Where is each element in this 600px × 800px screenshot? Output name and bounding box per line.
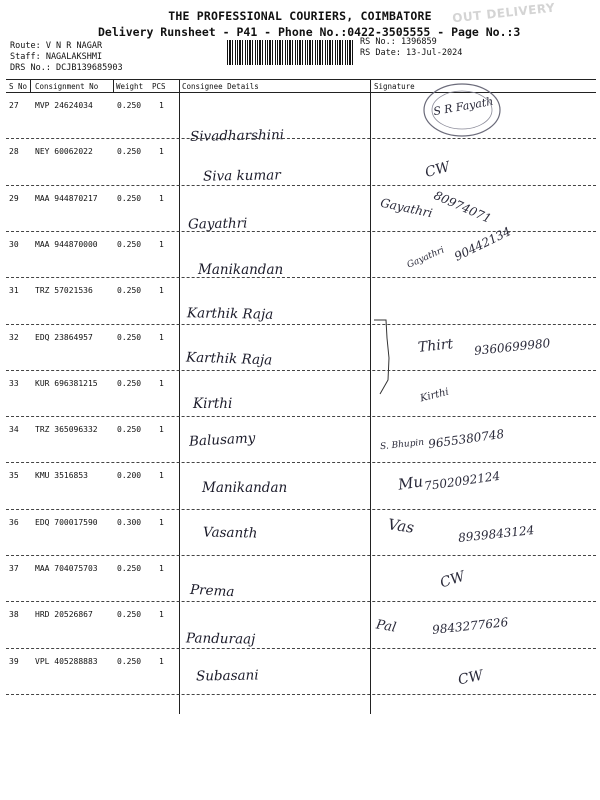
row-signature: Vas <box>386 514 416 537</box>
row-signature: Pal <box>374 617 398 636</box>
row-signature: Thirt <box>417 335 454 356</box>
row-sno: 30 <box>9 239 19 249</box>
row-signature-phone: 8939843124 <box>457 522 535 545</box>
row-weight: 0.250 <box>117 147 142 157</box>
row-sno: 33 <box>9 378 19 388</box>
row-consignee-name: Kirthi <box>193 395 233 412</box>
row-pcs: 1 <box>159 193 164 203</box>
row-consignment-number: MAA 944870000 <box>35 239 98 249</box>
col-header-consignment: Consignment No <box>35 82 99 91</box>
row-divider <box>6 277 596 278</box>
round-seal <box>418 80 504 140</box>
margin-bracket <box>370 318 394 398</box>
row-consignment-number: EDQ 700017590 <box>35 517 98 527</box>
col-divider <box>113 79 114 92</box>
row-consignment-number: EDQ 23864957 <box>35 332 93 342</box>
row-consignee-name: Vasanth <box>202 524 258 542</box>
rs-number: RS No.: 1396859 <box>360 37 437 47</box>
col-header-consignee: Consignee Details <box>182 82 259 91</box>
rs-date: RS Date: 13-Jul-2024 <box>360 48 463 58</box>
col-header-pcs: PCS <box>152 82 166 91</box>
row-consignment-number: MAA 704075703 <box>35 564 98 573</box>
row-pcs: 1 <box>159 471 164 481</box>
staff-label: Staff: NAGALAKSHMI <box>10 52 103 62</box>
row-consignee-name: Karthik Raja <box>185 348 273 369</box>
row-weight: 0.250 <box>117 101 142 110</box>
route-label: Route: V N R NAGAR <box>10 41 103 51</box>
row-weight: 0.300 <box>117 517 142 527</box>
row-pcs: 1 <box>159 286 164 296</box>
row-pcs: 1 <box>159 147 164 157</box>
row-sno: 34 <box>9 425 19 435</box>
row-consignee-name: Panduraaj <box>185 630 256 648</box>
row-pcs: 1 <box>159 332 164 342</box>
row-signature: Kirthi <box>419 386 451 405</box>
row-sno: 36 <box>9 517 19 527</box>
row-sno: 28 <box>9 147 19 157</box>
row-pcs: 1 <box>159 656 164 666</box>
row-pcs: 1 <box>159 610 164 620</box>
row-divider <box>6 601 596 602</box>
row-weight: 0.250 <box>117 378 142 388</box>
row-signature: S R Fayath <box>432 94 495 119</box>
barcode <box>227 40 353 65</box>
row-signature: S. Bhupin <box>379 437 425 453</box>
row-weight: 0.250 <box>117 193 142 203</box>
row-consignment-number: MVP 24624034 <box>35 101 93 110</box>
row-divider <box>6 462 596 463</box>
col-divider <box>179 79 180 714</box>
row-signature: CW <box>456 667 485 689</box>
row-signature-phone: 9360699980 <box>473 335 551 358</box>
row-signature-phone: 9843277626 <box>431 615 509 638</box>
row-pcs: 1 <box>159 564 164 573</box>
row-weight: 0.250 <box>117 425 142 435</box>
row-consignment-number: MAA 944870217 <box>35 193 98 203</box>
header-subtitle: Delivery Runsheet - P41 - Phone No.:0422-3505555 - Page No.:3 <box>98 25 521 39</box>
row-sno: 39 <box>9 656 19 666</box>
row-weight: 0.200 <box>117 471 142 481</box>
row-divider <box>6 555 596 556</box>
row-signature: Mu <box>396 472 425 495</box>
row-divider <box>6 185 596 186</box>
row-consignment-number: KMU 3516853 <box>35 471 88 481</box>
row-weight: 0.250 <box>117 332 142 342</box>
row-weight: 0.250 <box>117 610 142 620</box>
row-pcs: 1 <box>159 239 164 249</box>
table-header-line <box>6 92 596 93</box>
row-consignee-name: Balusamy <box>188 430 256 450</box>
row-sno: 35 <box>9 471 19 481</box>
row-signature: Gayathri <box>379 195 434 220</box>
row-signature-phone: 7502092124 <box>423 469 501 494</box>
col-header-sno: S No <box>9 82 28 91</box>
row-divider <box>6 694 596 695</box>
row-consignee-name: Sivadharshini <box>189 127 285 145</box>
row-weight: 0.250 <box>117 564 142 573</box>
row-consignment-number: KUR 696381215 <box>35 378 98 388</box>
col-header-signature: Signature <box>374 82 415 91</box>
row-sno: 29 <box>9 193 19 203</box>
row-signature-phone: 90442134 <box>452 224 514 264</box>
row-divider <box>6 138 596 139</box>
row-consignee-name: Prema <box>189 581 235 601</box>
row-signature-phone: 80974071 <box>431 187 494 226</box>
row-divider <box>6 416 596 417</box>
row-consignee-name: Subasani <box>195 667 259 685</box>
row-signature: Gayathri <box>405 245 446 271</box>
row-consignment-number: VPL 405288883 <box>35 656 98 666</box>
row-weight: 0.250 <box>117 656 142 666</box>
row-pcs: 1 <box>159 378 164 388</box>
row-sno: 31 <box>9 286 19 296</box>
out-for-delivery-stamp: OUT DELIVERY <box>451 0 556 26</box>
row-pcs: 1 <box>159 425 164 435</box>
row-consignment-number: TRZ 57021536 <box>35 286 93 296</box>
row-consignee-name: Manikandan <box>198 261 284 278</box>
row-pcs: 1 <box>159 101 164 110</box>
col-divider <box>30 79 31 92</box>
row-consignee-name: Siva kumar <box>202 167 281 185</box>
row-signature: CW <box>423 159 452 182</box>
row-sno: 27 <box>9 101 19 110</box>
row-consignee-name: Karthik Raja <box>186 305 274 323</box>
row-divider <box>6 509 596 510</box>
row-consignee-name: Gayathri <box>187 215 248 233</box>
drs-number: DRS No.: DCJB139685903 <box>10 63 123 73</box>
row-consignment-number: NEY 60062022 <box>35 147 93 157</box>
row-sno: 38 <box>9 610 19 620</box>
row-signature-phone: 9655380748 <box>427 426 505 452</box>
row-signature: CW <box>438 568 467 592</box>
row-consignment-number: HRD 20526867 <box>35 610 93 620</box>
row-consignment-number: TRZ 365096332 <box>35 425 98 435</box>
row-divider <box>6 370 596 371</box>
row-weight: 0.250 <box>117 286 142 296</box>
table-top-line <box>6 79 596 80</box>
header-title: THE PROFESSIONAL COURIERS, COIMBATORE <box>168 9 432 23</box>
row-sno: 32 <box>9 332 19 342</box>
row-divider <box>6 324 596 325</box>
row-weight: 0.250 <box>117 239 142 249</box>
row-pcs: 1 <box>159 517 164 527</box>
row-sno: 37 <box>9 564 19 573</box>
row-divider <box>6 648 596 649</box>
col-header-weight: Weight <box>116 82 144 91</box>
row-consignee-name: Manikandan <box>202 480 288 497</box>
